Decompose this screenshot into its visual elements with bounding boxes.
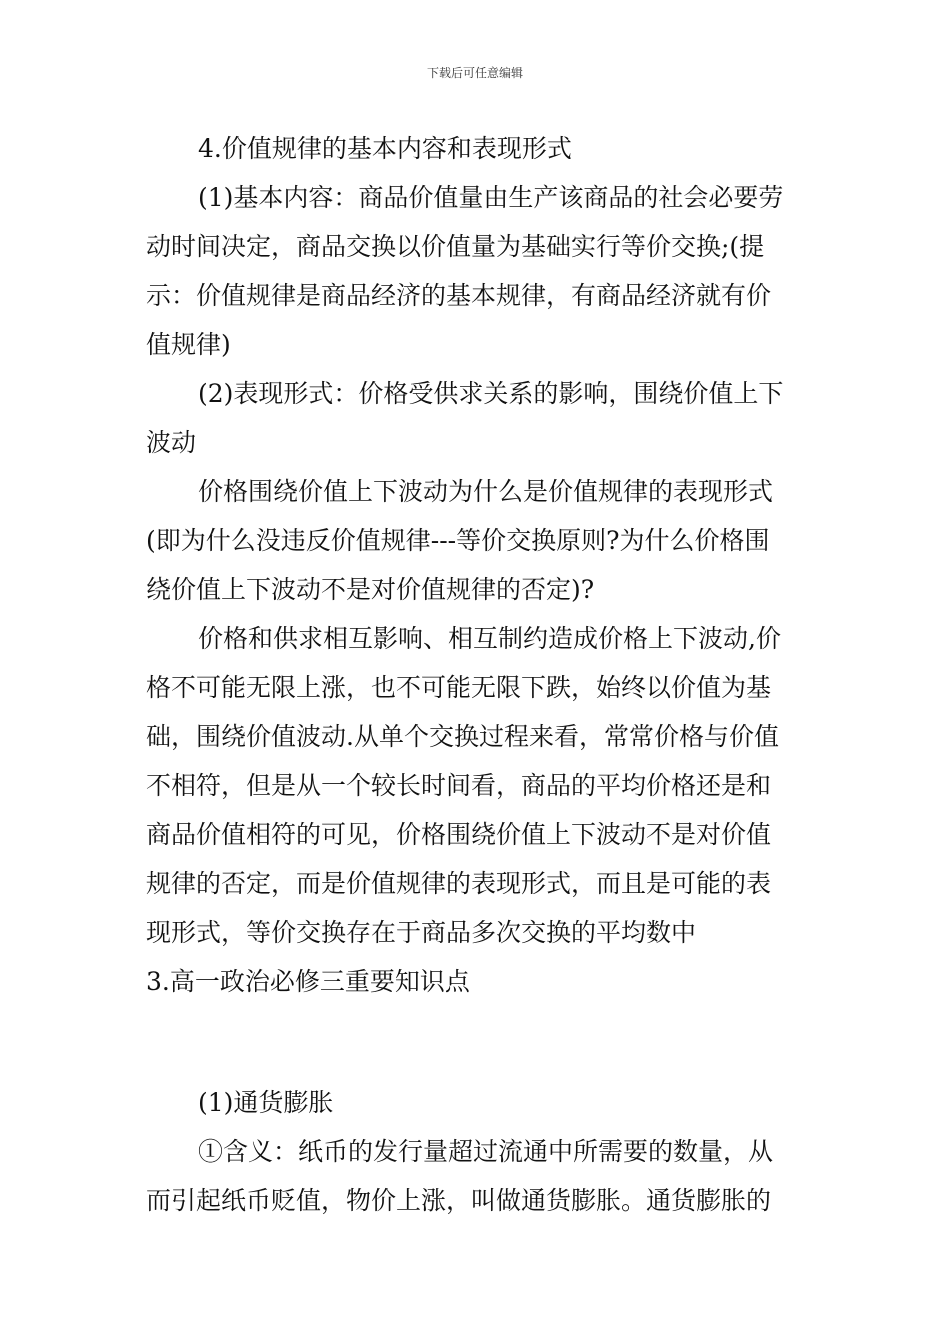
section-heading: 4.价值规律的基本内容和表现形式 [198, 134, 572, 163]
paragraph-line: 不相符，但是从一个较长时间看，商品的平均价格还是和 [146, 771, 772, 800]
paragraph-line: 格不可能无限上涨，也不可能无限下跌，始终以价值为基 [146, 673, 772, 702]
paragraph-line: (即为什么没违反价值规律---等价交换原则?为什么价格围 [146, 526, 770, 555]
spacer [146, 1006, 808, 1078]
paragraph-line: 绕价值上下波动不是对价值规律的否定)? [146, 575, 595, 604]
paragraph-line: 现形式，等价交换存在于商品多次交换的平均数中 [146, 918, 697, 947]
subsection-heading: (1)通货膨胀 [198, 1088, 334, 1117]
paragraph-line: 示：价值规律是商品经济的基本规律，有商品经济就有价 [146, 281, 772, 310]
paragraph-line: ①含义：纸币的发行量超过流通中所需要的数量，从 [198, 1137, 774, 1166]
paragraph-line: 价格围绕价值上下波动为什么是价值规律的表现形式 [198, 477, 774, 506]
paragraph-line: 础，围绕价值波动.从单个交换过程来看，常常价格与价值 [146, 722, 779, 751]
page-header-watermark: 下载后可任意编辑 [426, 66, 523, 80]
paragraph-line: (1)基本内容：商品价值量由生产该商品的社会必要劳 [198, 183, 784, 212]
paragraph-line: 值规律) [146, 330, 231, 359]
paragraph-line: 而引起纸币贬值，物价上涨，叫做通货膨胀。通货膨胀的 [146, 1186, 772, 1215]
document-body [146, 124, 808, 1225]
paragraph-line: 商品价值相符的可见，价格围绕价值上下波动不是对价值 [146, 820, 772, 849]
section-heading: 3.高一政治必修三重要知识点 [146, 967, 470, 996]
paragraph-line: 波动 [146, 428, 197, 457]
paragraph-line: 价格和供求相互影响、相互制约造成价格上下波动,价 [198, 624, 781, 653]
paragraph-line: 动时间决定，商品交换以价值量为基础实行等价交换;(提 [146, 232, 765, 261]
paragraph-line: 规律的否定，而是价值规律的表现形式，而且是可能的表 [146, 869, 772, 898]
paragraph-line: (2)表现形式：价格受供求关系的影响，围绕价值上下 [198, 379, 784, 408]
